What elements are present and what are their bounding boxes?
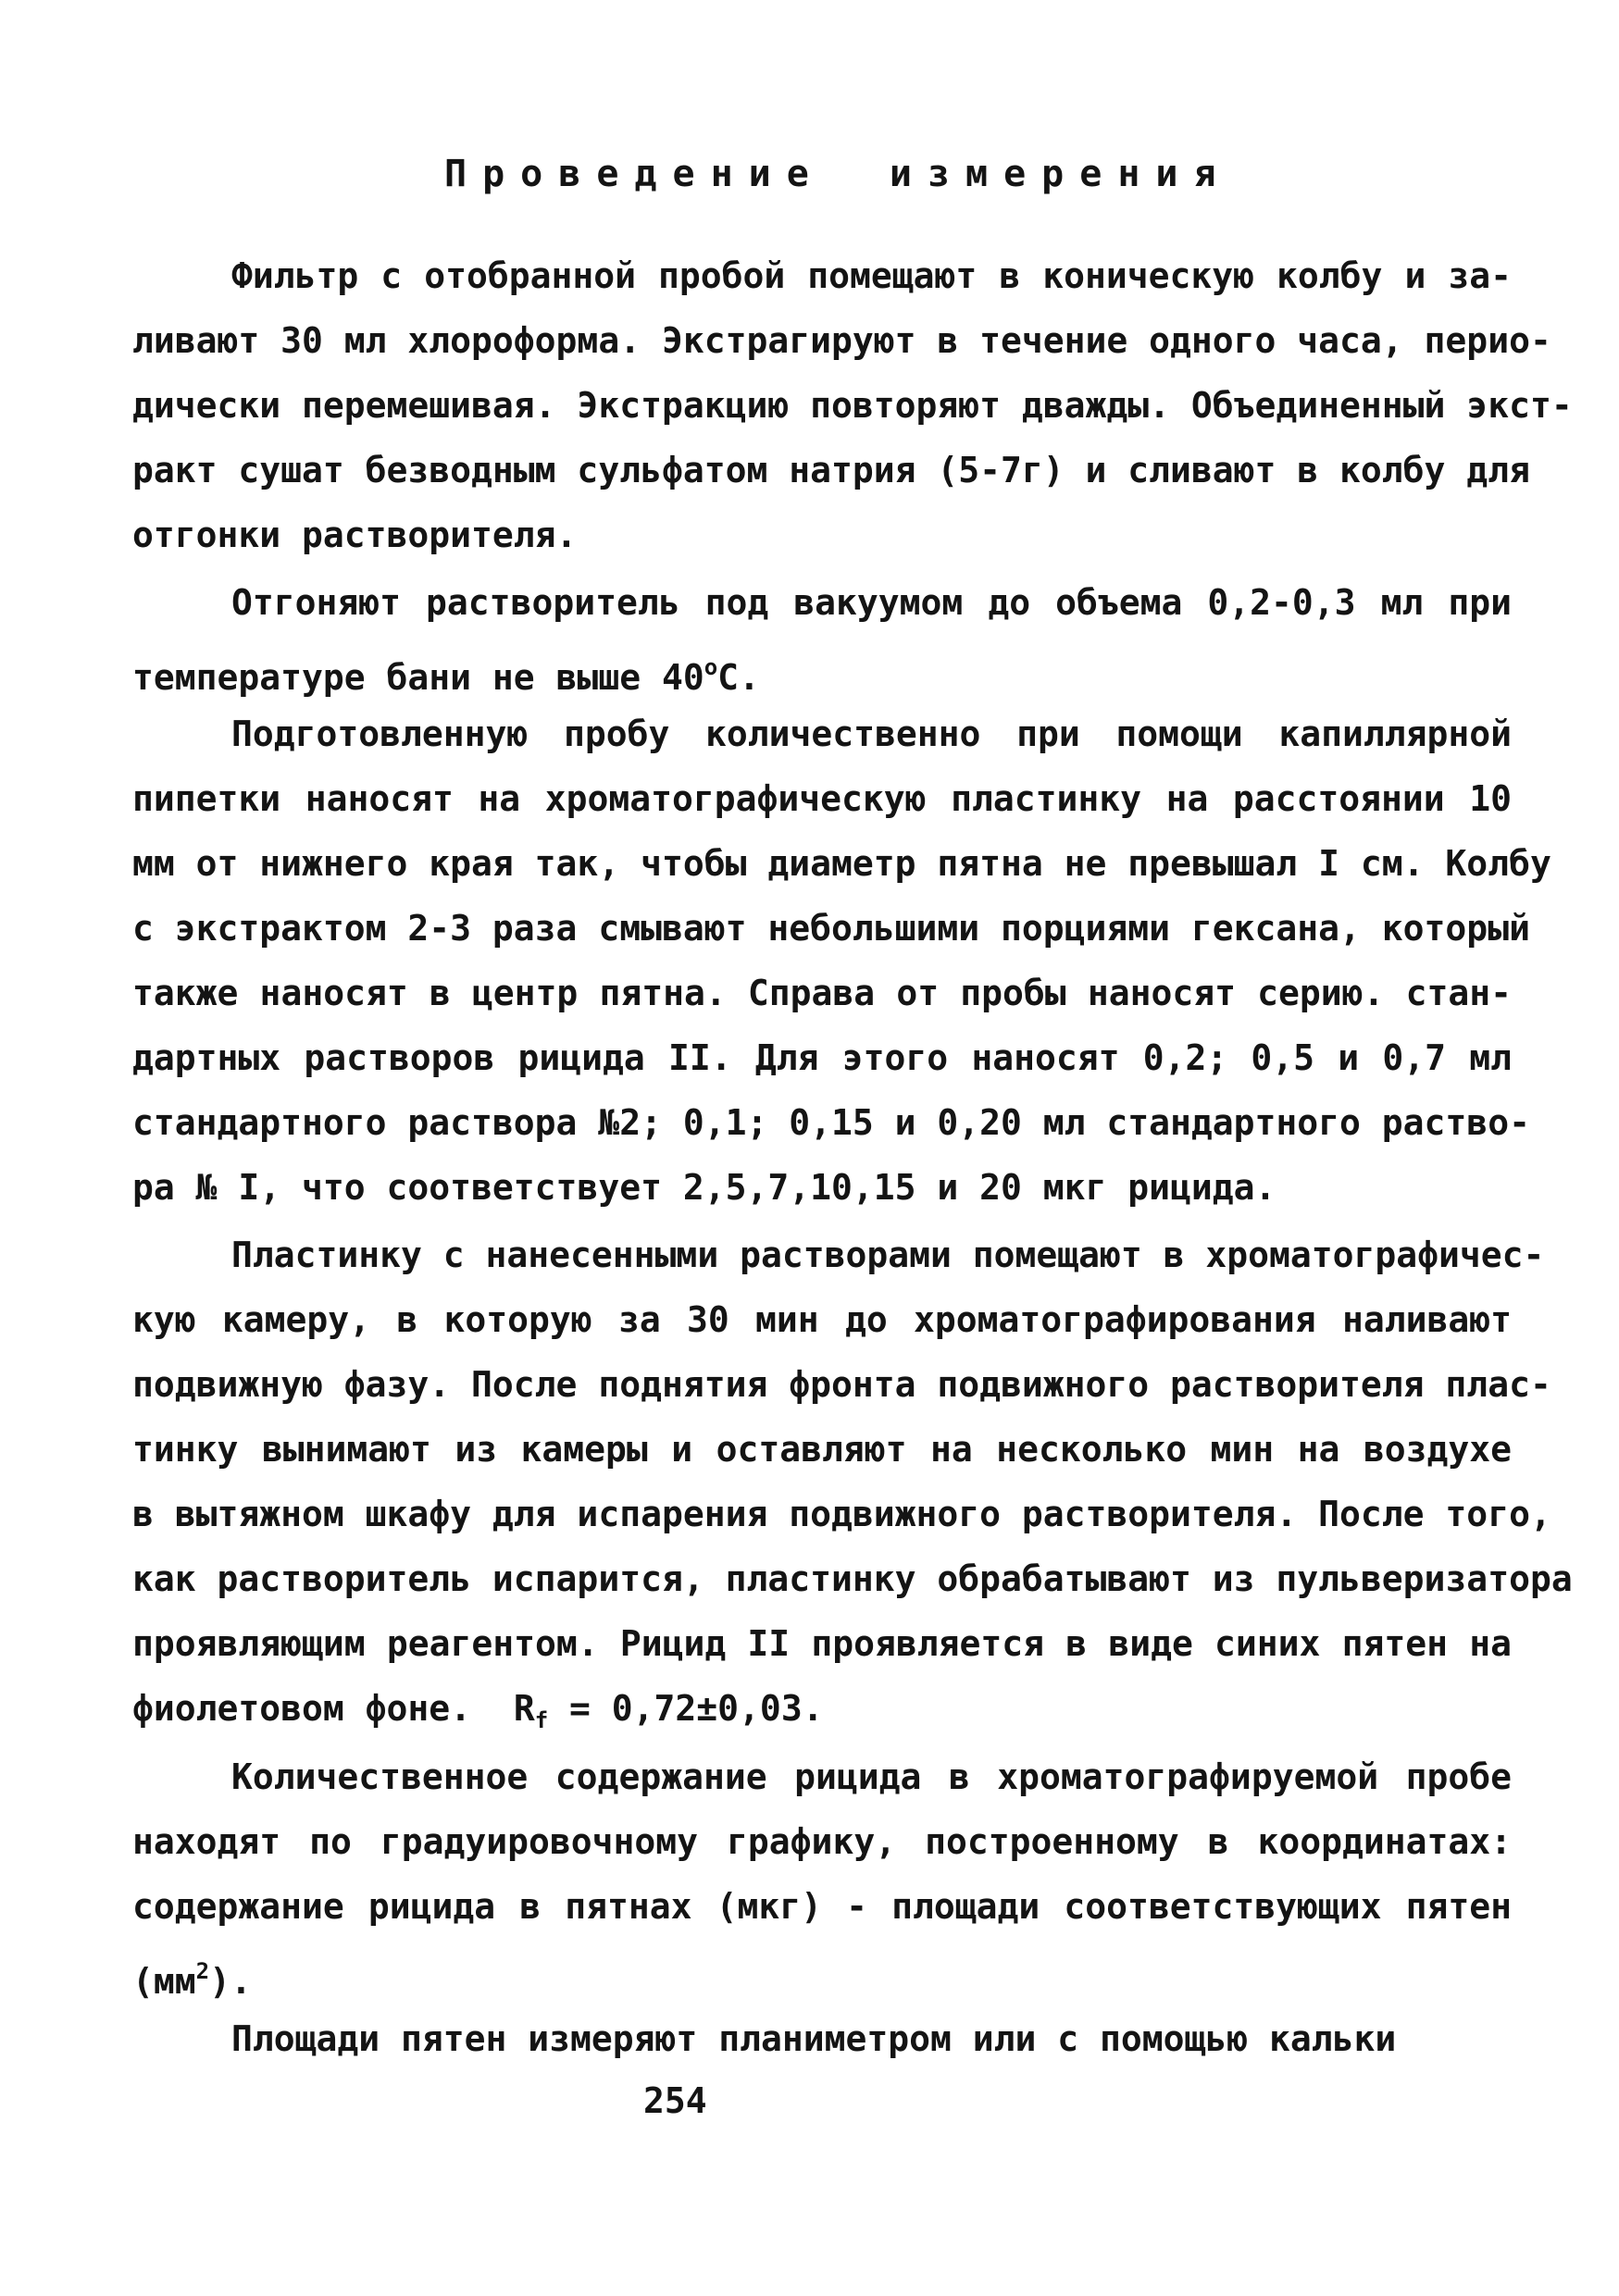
section-heading: [444, 153, 1232, 195]
degree-sign: o: [704, 654, 718, 680]
text-line: ракт сушат безводным сульфатом натрия (5-7г) и сливают в колбу для: [132, 450, 1530, 490]
text-line: содержание рицида в пятнах (мкг) - площади соответствующих пятен: [132, 1886, 1512, 1927]
closing-paren: ).: [209, 1961, 252, 2002]
text-line: проявляющим реагентом. Рицид II проявляется в виде синих пятен на: [132, 1623, 1512, 1664]
text-segment: температуре бани не выше 40: [132, 657, 704, 698]
text-line: дартных растворов рицида II. Для этого наносят 0,2; 0,5 и 0,7 мл: [132, 1037, 1512, 1078]
rf-subscript: f: [534, 1707, 549, 1733]
text-line: [132, 646, 760, 699]
rf-value: = 0,72±0,03.: [548, 1688, 824, 1729]
text-line: [132, 1687, 824, 1742]
page-number: 254: [643, 2080, 707, 2121]
text-line: с экстрактом 2-3 раза смывают небольшими порциями гексана, который: [132, 908, 1530, 949]
text-line: Пластинку с нанесенными растворами помещают в хроматографичес-: [231, 1235, 1545, 1275]
text-line: мм от нижнего края так, чтобы диаметр пятна не превышал I см. Колбу: [132, 843, 1551, 884]
text-line: дически перемешивая. Экстракцию повторяют дважды. Объединенный экст-: [132, 385, 1573, 426]
text-line: в вытяжном шкафу для испарения подвижного растворителя. После того,: [132, 1494, 1551, 1534]
text-line: Количественное содержание рицида в хроматографируемой пробе: [231, 1756, 1512, 1797]
text-line: тинку вынимают из камеры и оставляют на несколько мин на воздухе: [132, 1429, 1512, 1470]
heading-word-1: Проведение: [444, 153, 825, 195]
squared-exponent: 2: [195, 1958, 210, 1984]
text-line: кую камеру, в которую за 30 мин до хроматографирования наливают: [132, 1299, 1512, 1340]
text-line: также наносят в центр пятна. Справа от пробы наносят серию. стан-: [132, 973, 1512, 1013]
rf-symbol: R: [513, 1688, 535, 1729]
text-line: Отгоняют растворитель под вакуумом до объема 0,2-0,3 мл при: [231, 582, 1512, 623]
text-segment: фиолетовом фоне.: [132, 1688, 472, 1729]
text-line: находят по градуировочному графику, построенному в координатах:: [132, 1821, 1512, 1862]
text-line: ра № I, что соответствует 2,5,7,10,15 и 20 мкг рицида.: [132, 1167, 1277, 1208]
text-line: стандартного раствора №2; 0,1; 0,15 и 0,20 мл стандартного раство-: [132, 1102, 1530, 1143]
text-line: Подготовленную пробу количественно при помощи капиллярной: [231, 714, 1512, 754]
text-line: как растворитель испарится, пластинку обрабатывают из пульверизатора: [132, 1558, 1573, 1599]
text-line: Фильтр с отобранной пробой помещают в коническую колбу и за-: [231, 255, 1512, 296]
text-line: пипетки наносят на хроматографическую пластинку на расстоянии 10: [132, 778, 1512, 819]
text-line: подвижную фазу. После поднятия фронта подвижного растворителя плас-: [132, 1364, 1551, 1405]
text-segment: (мм: [132, 1961, 196, 2002]
text-line: отгонки растворителя.: [132, 515, 578, 555]
heading-word-2: измерения: [889, 153, 1232, 195]
celsius-unit: C.: [717, 657, 760, 698]
text-line: ливают 30 мл хлороформа. Экстрагируют в течение одного часа, перио-: [132, 320, 1551, 361]
text-line: Площади пятен измеряют планиметром или с помощью кальки: [231, 2018, 1397, 2059]
text-line: [132, 1950, 252, 2003]
